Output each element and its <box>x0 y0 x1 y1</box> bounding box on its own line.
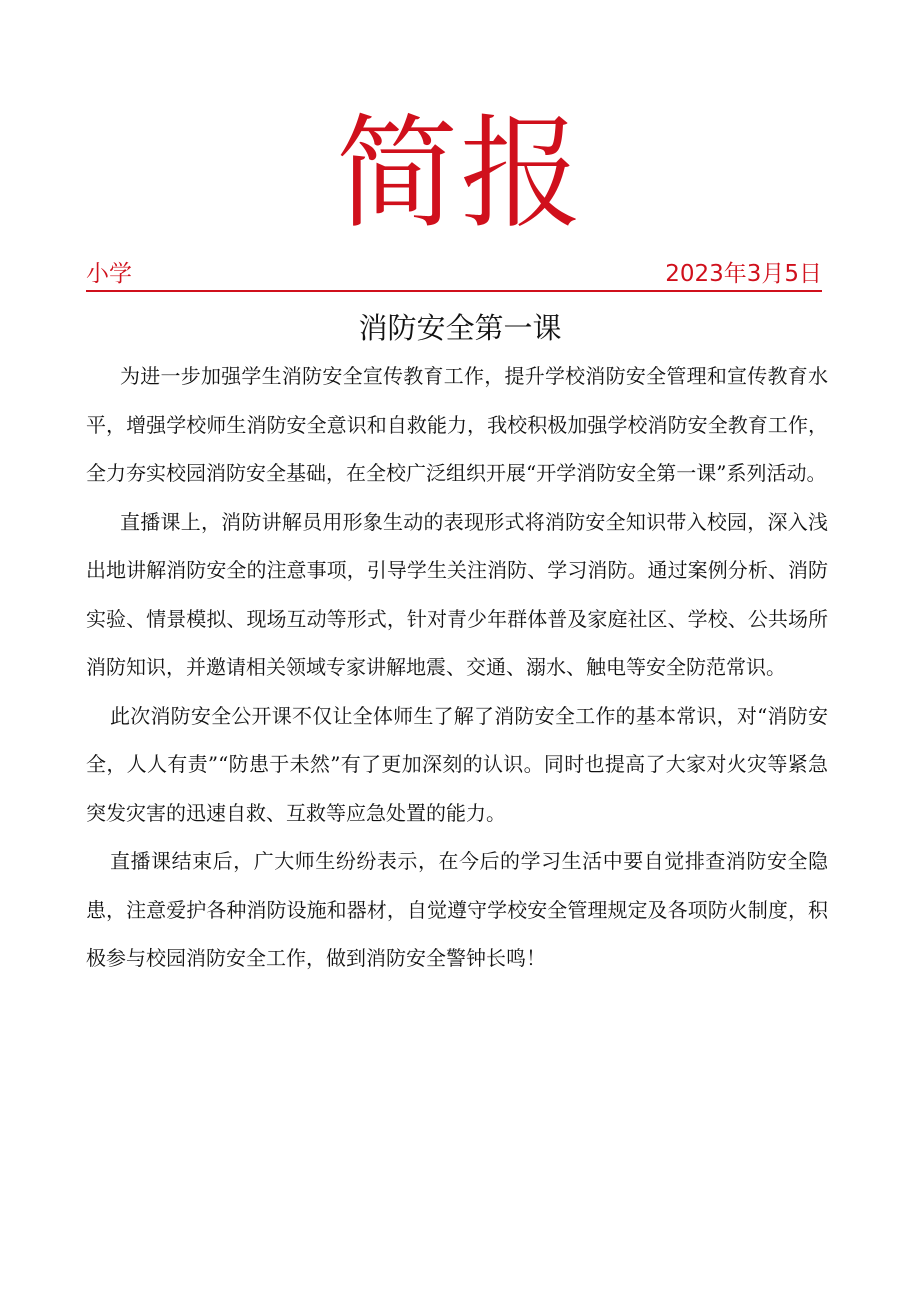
school-name: 小学 <box>86 261 132 287</box>
paragraph-1: 为进一步加强学生消防安全宣传教育工作，提升学校消防安全管理和宣传教育水平，增强学校师生消防安全意识和自救能力，我校积极加强学校消防安全教育工作，全力夯实校园消防安全基础，在全校广泛组织开展“开学消防安全第一课”系列活动。 <box>86 364 828 485</box>
masthead-meta-line <box>86 258 822 292</box>
issue-date: 2023年3月5日 <box>665 261 822 287</box>
article-body <box>86 352 828 983</box>
paragraph-4: 直播课结束后，广大师生纷纷表示，在今后的学习生活中要自觉排查消防安全隐患，注意爱护各种消防设施和器材，自觉遵守学校安全管理规定及各项防火制度，积极参与校园消防安全工作，做到消防安全警钟长鸣！ <box>86 849 828 970</box>
masthead-title: 简报 <box>336 103 584 245</box>
paragraph-3: 此次消防安全公开课不仅让全体师生了解了消防安全工作的基本常识，对“消防安全，人人有责”“防患于未然”有了更加深刻的认识。同时也提高了大家对火灾等紧急突发灾害的迅速自救、互救等应急处置的能力。 <box>86 703 828 825</box>
article-title: 消防安全第一课 <box>358 311 562 345</box>
paragraph-2: 直播课上，消防讲解员用形象生动的表现形式将消防安全知识带入校园，深入浅出地讲解消防安全的注意事项，引导学生关注消防、学习消防。通过案例分析、消防实验、情景模拟、现场互动等形式，针对青少年群体普及家庭社区、学校、公共场所消防知识，并邀请相关领域专家讲解地震、交通、溺水、触电等安全防范常识。 <box>86 509 828 679</box>
